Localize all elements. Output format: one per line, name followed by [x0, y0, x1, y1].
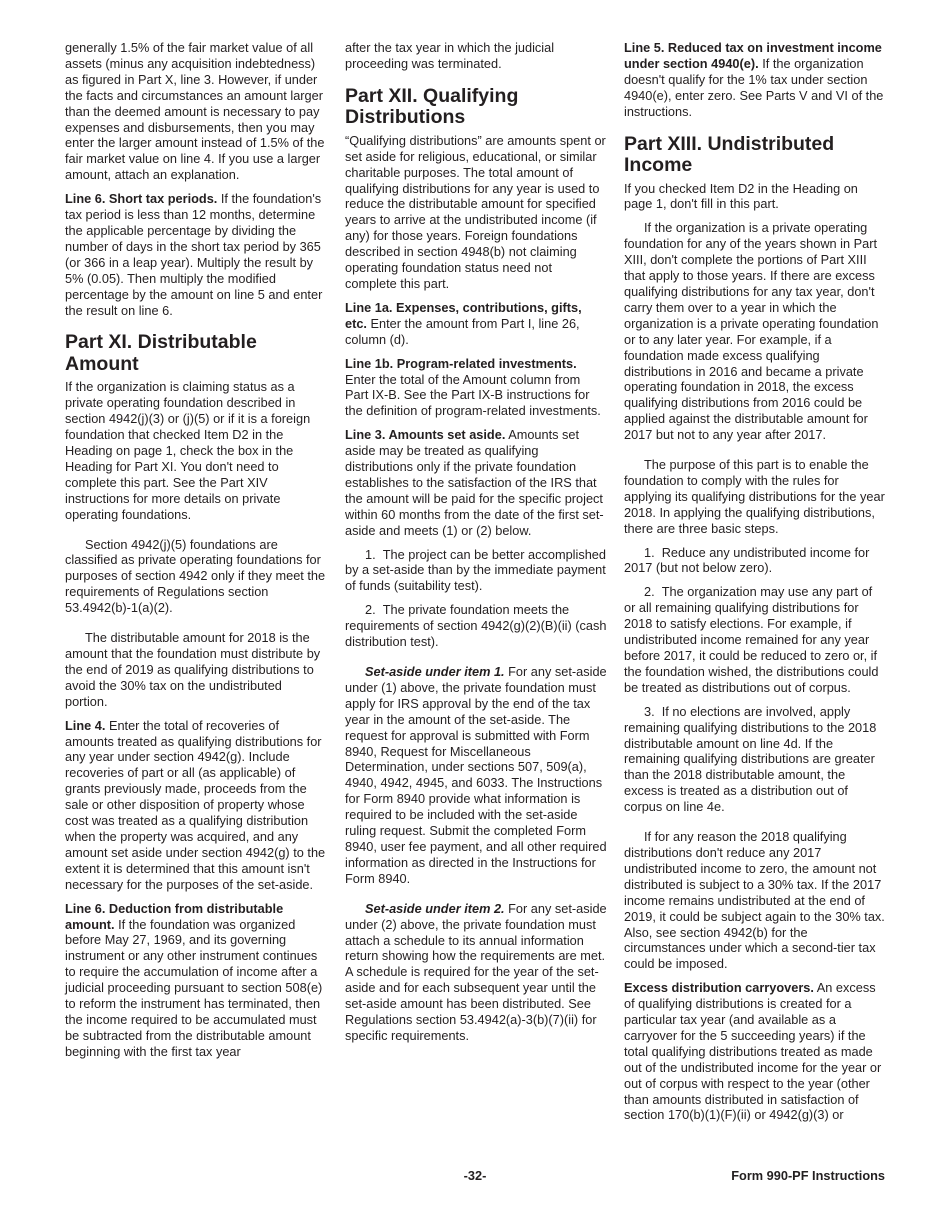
- column-right: [624, 40, 886, 1131]
- line5-heading: Line 5. Reduced tax on investment income under section 4940(e).: [624, 40, 882, 71]
- paragraph-private-operating: If the organization is a private operating foundation for any of the years shown in Part XIII, don't complete the portions of Part XIII that apply to those years. If there are excess qualifying distributions for any tax year, don't carry them over to a year in which the organization is a private operating foundation or to any later year. For example, if a foundation made excess qualifying distributions in 2016 and became a private operating foundation in 2018, the excess qualifying distributions from 2016 could be applied against the distributable amount for 2017 but not to any year after 2017.: [624, 220, 879, 443]
- line6d-text: If the foundation was organized before May 27, 1969, and its governing instrument or any other instrument continues to require the accumulation of income after a judicial proceeding pursuant to section 508(e) to reform the instrument has terminated, then the income required to be accumulated must be subtracted from the distributable amount beginning with the first tax year: [65, 916, 323, 1059]
- set-aside-2-text: For any set-aside under (2) above, the private foundation must attach a schedule to its annual information return showing how the requirements are met. A schedule is required for the year of the set-aside and for each subsequent year until the set-aside amount has been distributed. See Regulations section 53.4942(a)-3(b)(7)(ii) for specific requirements.: [345, 900, 607, 1043]
- line4-heading: Line 4.: [65, 717, 106, 733]
- paragraph-line6-deduction: [65, 901, 327, 1060]
- page-number: -32-: [463, 1168, 487, 1183]
- paragraph-distributable-amount: The distributable amount for 2018 is the amount that the foundation must distribute by the end of 2019 as qualifying distributions to avoid the 30% tax on the undistributed portion.: [65, 630, 321, 709]
- paragraph-line1a: [345, 300, 607, 348]
- column-middle: [345, 40, 607, 1052]
- set-aside-1-text: For any set-aside under (1) above, the private foundation must apply for IRS approval by the end of the tax year in the amount of the set-aside. The request for approval is submitted with Form 8940, Request for Miscellaneous Determination, under sections 507, 509(a), 4940, 4942, 4945, and 6033. The Instructions for Form 8940 provide what information is required to be included with the set-aside ruling request. Submit the completed Form 8940, user fee payment, and all other required information as directed in the Instructions for Form 8940.: [345, 664, 607, 886]
- column-left: [65, 40, 327, 1068]
- paragraph-set-aside-1: [345, 664, 607, 887]
- set-aside-1-heading: Set-aside under item 1.: [365, 664, 505, 679]
- paragraph-line3: [345, 427, 607, 538]
- excess-text: An excess of qualifying distributions is created for a particular tax year (and available as a carryover for the 5 succeeding years) if the total qualifying distributions treated as made out of the undistributed income for the year or out of corpus with respect to the year (other than amounts distributed in satisfaction of section 170(b)(1)(F)(ii) or 4942(g)(3) or: [624, 980, 882, 1123]
- list-item-step3: 3. If no elections are involved, apply remaining qualifying distributions to the 2018 distributable amount on line 4d. If the remaining qualifying distributions are greater than the 2018 distributable amount, the excess is treated as a distribution out of corpus on line 4e.: [624, 703, 877, 815]
- paragraph-30-percent-tax: If for any reason the 2018 qualifying distributions don't reduce any 2017 undistributed income to zero, the amount not distributed is subject to a 30% tax. If the 2017 income remains undistributed at the end of 2019, it could be subject again to the 30% tax. Also, see section 4942(b) for the circumstances under which a second-tier tax could be imposed.: [624, 829, 885, 972]
- line1b-heading: Line 1b. Program-related investments.: [345, 355, 577, 371]
- paragraph-part12-intro: “Qualifying distributions” are amounts spent or set aside for religious, educational, or similar charitable purposes. The total amount of qualifying distributions for any year is used to reduce the distributable amount for specified years to arrive at the undistributed income (if any) for those years. Foreign foundations described in section 4948(b) not claiming operating foundation status need not complete this part.: [345, 132, 606, 291]
- part11-title: Part XI. Distributable Amount: [65, 331, 257, 375]
- part13-title: Part XIII. Undistributed Income: [624, 132, 835, 177]
- line3-heading: Line 3. Amounts set aside.: [345, 427, 506, 443]
- line4-text: Enter the total of recoveries of amounts treated as qualifying distributions for any year under section 4942(g). Include recoveries of part or all (as applicable) of grants previously made, proceeds from the sale or other disposition of property whose cost was treated as a qualifying distribution when the property was acquired, and any amount set aside under section 4942(g) to the extent it is determined that this amount isn't necessary for the purposes of the set-aside.: [65, 717, 326, 892]
- paragraph-purpose: The purpose of this part is to enable the foundation to comply with the rules for applying its qualifying distributions for the year 2018. In applying the qualifying distributions, there are three basic steps.: [624, 457, 885, 536]
- form-title: Form 990-PF Instructions: [731, 1168, 885, 1183]
- paragraph-fmv-continuation: generally 1.5% of the fair market value of all assets (minus any acquisition indebtedness) as figured in Part X, line 3. However, if under the facts and circumstances an amount larger than the deemed amount is necessary to pay expenses and disbursements, then you may enter the larger amount instead of 1.5% of the fair market value on line 4. If you use a larger amount, attach an explanation.: [65, 40, 325, 183]
- list-item-step2: 2. The organization may use any part of or all remaining qualifying distributions for 2018 to satisfy elections. For example, if undistributed income remained for any year before 2017, it could be reduced to zero or, if the foundation wished, the distributions could be treated as distributions out of corpus.: [624, 584, 879, 695]
- paragraph-line1b: [345, 356, 607, 420]
- paragraph-4942j5: Section 4942(j)(5) foundations are classified as private operating foundations for purposes of section 4942 only if they meet the requirements of Regulations section 53.4942(b)-1(a)(2).: [65, 536, 326, 616]
- paragraph-set-aside-2: [345, 901, 607, 1044]
- line1a-text: Enter the amount from Part I, line 26, column (d).: [345, 315, 580, 347]
- paragraph-judicial-continuation: after the tax year in which the judicial proceeding was terminated.: [345, 40, 555, 71]
- line5-text: If the organization doesn't qualify for the 1% tax under section 4940(e), enter zero. See Parts V and VI of the instructions.: [624, 55, 884, 119]
- excess-heading: Excess distribution carryovers.: [624, 980, 814, 996]
- line1a-heading: Line 1a. Expenses, contributions, gifts, etc.: [345, 299, 582, 331]
- list-item-cash-distribution: 2. The private foundation meets the requirements of section 4942(g)(2)(B)(ii) (cash distribution test).: [345, 602, 607, 650]
- paragraph-line5: [624, 40, 886, 120]
- line6-heading: Line 6. Short tax periods.: [65, 191, 218, 207]
- paragraph-part13-intro: If you checked Item D2 in the Heading on page 1, don't fill in this part.: [624, 180, 858, 212]
- list-item-step1: 1. Reduce any undistributed income for 2017 (but not below zero).: [624, 544, 870, 576]
- paragraph-line4: [65, 718, 327, 893]
- list-item-suitability: 1. The project can be better accomplished by a set-aside than by the immediate payment of funds (suitability test).: [345, 546, 606, 594]
- paragraph-excess-carryovers: [624, 980, 886, 1123]
- part12-title: Part XII. Qualifying Distributions: [345, 84, 519, 129]
- line6-text: If the foundation's tax period is less than 12 months, determine the applicable percentage by dividing the number of days in the short tax period by 365 (or 366 in a leap year). Multiply the result by 5% (0.05). Then multiply the modified percentage by the amount on line 5 and enter the result on line 6.: [65, 191, 323, 318]
- paragraph-part11-intro: If the organization is claiming status as a private operating foundation described in section 4942(j)(3) or (j)(5) or if it is a foreign foundation that checked Item D2 in the Heading on page 1, check the box in the Heading for Part XI. You don't need to complete this part. See the Part XIV instructions for more details on private operating foundations.: [65, 379, 311, 522]
- paragraph-line6-short-tax: [65, 191, 327, 318]
- set-aside-2-heading: Set-aside under item 2.: [365, 900, 505, 916]
- line1b-text: Enter the total of the Amount column from Part IX-B. See the Part IX-B instructions for the definition of program-related investments.: [345, 371, 601, 419]
- line3-text: Amounts set aside may be treated as qualifying distributions only if the private foundation establishes to the satisfaction of the IRS that the amount will be paid for the specific project within 60 months from the date of the first set-aside and meets (1) or (2) below.: [345, 427, 604, 538]
- line6d-heading: Line 6. Deduction from distributable amount.: [65, 900, 284, 932]
- page-footer: [65, 1168, 885, 1186]
